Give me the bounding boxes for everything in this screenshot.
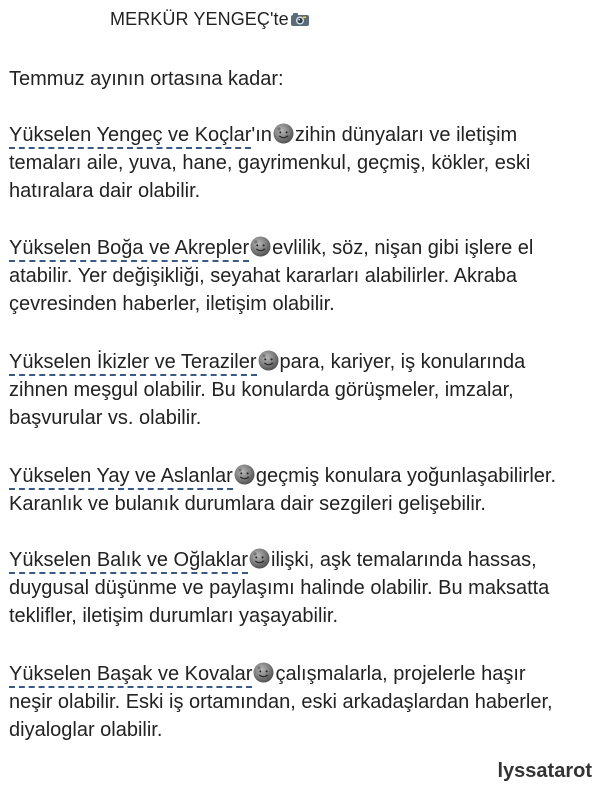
paragraph-sagittarius-leo <box>9 462 594 518</box>
paragraph-line: atabilir. Yer değişikliği, seyahat kararları alabilirler. Akraba <box>9 265 518 287</box>
paragraph-line: zihnen meşgul olabilir. Bu konularda görüşmeler, imzalar, <box>9 379 514 401</box>
sign-heading: Yükselen Yengeç ve Koçlar <box>9 124 251 149</box>
intro-text: Temmuz ayının ortasına kadar: <box>9 68 284 90</box>
page-title <box>110 9 310 30</box>
paragraph-line: duygusal düşünme ve paylaşımı halinde olabilir. Bu maksatta <box>9 577 550 599</box>
title-text: MERKÜR YENGEÇ'te <box>110 9 289 29</box>
paragraph-line <box>9 462 594 490</box>
sign-heading: Yükselen Balık ve Oğlaklar <box>9 549 248 574</box>
line-text: zihin dünyaları ve iletişim <box>294 124 518 146</box>
paragraph-line: neşir olabilir. Eski iş ortamından, eski arkadaşlardan haberler, <box>9 691 553 713</box>
line-text: para, kariyer, iş konularında <box>279 351 526 373</box>
moon-face-icon <box>253 662 274 683</box>
moon-face-icon <box>249 548 270 569</box>
camera-icon <box>290 11 310 27</box>
sign-suffix: 'ın <box>251 124 272 146</box>
author-signature: lyssatarot <box>497 760 592 782</box>
line-text: çalışmalarla, projelerle haşır <box>275 663 526 685</box>
moon-face-icon <box>273 123 294 144</box>
paragraph-line: çevresinden haberler, iletişim olabilir. <box>9 293 335 315</box>
paragraph-line <box>9 348 594 376</box>
paragraph-line <box>9 546 594 574</box>
moon-face-icon <box>250 236 271 257</box>
sign-heading: Yükselen Yay ve Aslanlar <box>9 465 233 490</box>
paragraph-line <box>9 121 594 149</box>
line-text: evlilik, söz, nişan gibi işlere el <box>272 237 534 259</box>
moon-face-icon <box>258 350 279 371</box>
line-text: ilişki, aşk temalarında hassas, <box>271 549 537 571</box>
moon-face-icon <box>234 464 255 485</box>
paragraph-pisces-capricorn <box>9 546 594 630</box>
paragraph-line: teklifler, iletişim durumları yaşayabilir. <box>9 605 338 627</box>
paragraph-cancer-aries <box>9 121 594 205</box>
paragraph-line: hatıralara dair olabilir. <box>9 180 201 202</box>
paragraph-line: temaları aile, yuva, hane, gayrimenkul, geçmiş, kökler, eski <box>9 152 531 174</box>
sign-heading: Yükselen İkizler ve Teraziler <box>9 351 257 376</box>
sign-heading: Yükselen Başak ve Kovalar <box>9 663 252 688</box>
line-text: geçmiş konulara yoğunlaşabilirler. <box>255 465 556 487</box>
paragraph-line: başvurular vs. olabilir. <box>9 407 202 429</box>
paragraph-line: diyaloglar olabilir. <box>9 719 163 741</box>
paragraph-virgo-aquarius <box>9 660 594 744</box>
paragraph-line: Karanlık ve bulanık durumlara dair sezgileri gelişebilir. <box>9 493 486 515</box>
sign-heading: Yükselen Boğa ve Akrepler <box>9 237 249 262</box>
paragraph-gemini-libra <box>9 348 594 432</box>
paragraph-line <box>9 234 594 262</box>
paragraph-taurus-scorpio <box>9 234 594 318</box>
paragraph-line <box>9 660 594 688</box>
